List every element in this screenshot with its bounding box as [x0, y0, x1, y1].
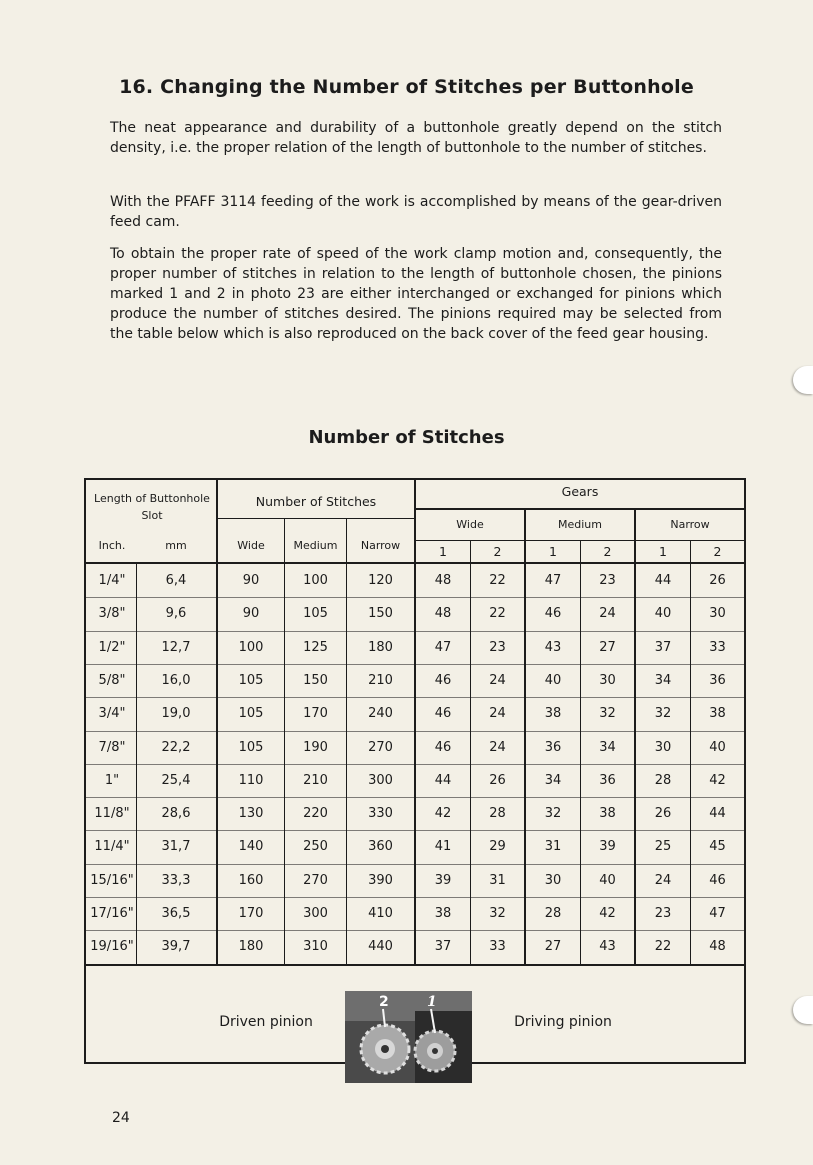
table-cell-gw2: 24 [489, 739, 506, 755]
table-cell-gw1: 44 [434, 772, 452, 788]
photo-mark-1: 1 [427, 994, 437, 1010]
table-cell-gw1: 48 [434, 606, 452, 622]
table-cell-w: 130 [238, 806, 264, 822]
table-cell-m: 150 [303, 672, 328, 688]
table-cell-gn2: 45 [709, 839, 726, 855]
table-cell-gw1: 46 [434, 706, 452, 722]
table-cell-gn1: 23 [654, 906, 672, 921]
table-cell-gw1: 39 [434, 872, 452, 888]
driven-pinion-label: Driven pinion [219, 1014, 313, 1030]
table-cell-gw1: 47 [434, 639, 452, 655]
table-cell-gm2: 23 [599, 573, 616, 588]
table-cell-inch: 3/8" [98, 606, 126, 622]
table-cell-gm2: 43 [599, 939, 616, 955]
table-cell-gm2: 30 [599, 672, 616, 688]
table-cell-gm1: 43 [544, 639, 562, 655]
table-cell-mm: 19,0 [161, 706, 191, 722]
table-cell-gw2: 26 [489, 772, 506, 788]
header-gears: Gears [561, 484, 599, 499]
table-cell-gm1: 28 [544, 906, 562, 921]
header-gear-narrow-2: 2 [713, 544, 722, 559]
table-cell-w: 105 [238, 739, 264, 755]
table-cell-gw1: 37 [434, 939, 452, 955]
table-cell-n: 150 [368, 606, 393, 622]
table-cell-inch: 3/4" [98, 706, 126, 722]
page-tab-marker [793, 996, 813, 1024]
table-cell-inch: 11/4" [94, 839, 130, 855]
header-gear-wide-2: 2 [493, 544, 502, 559]
table-cell-m: 170 [303, 706, 328, 722]
row-divider [86, 664, 744, 665]
table-cell-m: 125 [303, 639, 328, 655]
table-cell-inch: 1/2" [98, 639, 126, 655]
table-cell-gn2: 40 [709, 739, 726, 755]
table-cell-gm1: 36 [544, 739, 562, 755]
header-mm: mm [165, 539, 187, 552]
table-cell-mm: 6,4 [165, 573, 187, 588]
header-gear-narrow: Narrow [670, 518, 710, 531]
table-cell-mm: 28,6 [161, 806, 191, 822]
row-divider [86, 930, 744, 931]
page-tab-marker [793, 366, 813, 394]
table-cell-mm: 25,4 [161, 772, 191, 788]
table-cell-n: 390 [368, 872, 393, 888]
header-wide: Wide [237, 539, 265, 552]
pinion-photo [345, 991, 472, 1083]
table-cell-gm1: 40 [544, 672, 562, 688]
table-cell-gm1: 30 [544, 872, 562, 888]
table-cell-w: 170 [238, 906, 264, 921]
table-cell-inch: 7/8" [98, 739, 126, 755]
table-cell-gm2: 36 [599, 772, 616, 788]
table-cell-gn2: 46 [709, 872, 726, 888]
table-cell-gw2: 32 [489, 906, 506, 921]
table-cell-gm2: 24 [599, 606, 616, 622]
table-cell-gw2: 29 [489, 839, 506, 855]
table-cell-inch: 11/8" [94, 806, 130, 822]
table-cell-n: 410 [368, 906, 393, 921]
table-divider [218, 518, 414, 519]
intro-paragraph-2: With the PFAFF 3114 feeding of the work is accomplished by means of the gear-driven feed cam. [110, 194, 722, 230]
table-cell-n: 120 [368, 573, 393, 588]
table-cell-inch: 17/16" [90, 906, 134, 921]
table-divider [86, 562, 744, 564]
table-cell-w: 90 [242, 606, 260, 622]
table-cell-mm: 12,7 [161, 639, 191, 655]
table-cell-gn1: 34 [654, 672, 672, 688]
table-cell-gw2: 31 [489, 872, 506, 888]
table-cell-inch: 1/4" [98, 573, 126, 588]
table-cell-w: 140 [238, 839, 264, 855]
header-gear-medium-1: 1 [549, 544, 557, 559]
table-cell-gn2: 36 [709, 672, 726, 688]
table-cell-w: 90 [242, 573, 260, 588]
intro-paragraph-1: The neat appearance and durability of a buttonhole greatly depend on the stitch density, i.e. the proper relation of the length of buttonhole to the number of stitches. [110, 120, 722, 156]
table-cell-gm1: 46 [544, 606, 562, 622]
row-divider [86, 697, 744, 698]
table-cell-gm2: 34 [599, 739, 616, 755]
row-divider [86, 764, 744, 765]
header-medium: Medium [293, 539, 338, 552]
table-divider [416, 508, 744, 510]
table-cell-m: 270 [303, 872, 328, 888]
table-cell-n: 300 [368, 772, 393, 788]
table-cell-gw2: 28 [489, 806, 506, 822]
table-cell-n: 180 [368, 639, 393, 655]
table-cell-gm1: 47 [544, 573, 562, 588]
header-narrow: Narrow [360, 539, 401, 552]
header-gear-wide: Wide [456, 518, 484, 531]
table-cell-w: 180 [238, 939, 264, 955]
pinion-gears-illustration [345, 991, 472, 1083]
table-cell-gm2: 32 [599, 706, 616, 722]
table-cell-gn1: 40 [654, 606, 672, 622]
row-divider [86, 864, 744, 865]
table-cell-gn1: 25 [654, 839, 672, 855]
table-cell-n: 240 [368, 706, 393, 722]
table-cell-gm1: 27 [544, 939, 562, 955]
table-cell-gn2: 48 [709, 939, 726, 955]
table-cell-gm1: 34 [544, 772, 562, 788]
table-cell-m: 100 [303, 573, 328, 588]
table-cell-gw1: 46 [434, 739, 452, 755]
table-cell-gn1: 32 [654, 706, 672, 722]
table-cell-inch: 1" [104, 772, 120, 788]
table-cell-m: 105 [303, 606, 328, 622]
table-cell-gw2: 23 [489, 639, 506, 655]
table-cell-inch: 5/8" [98, 672, 126, 688]
intro-paragraph-3: To obtain the proper rate of speed of the work clamp motion and, consequently, the proper number of stitches in relation to the length of buttonhole chosen, the pinions marked 1 and 2 in photo 23 are either interchanged or exchanged for pinions which produce the number of stitches desired. The pinions required may be selected from the table below which is also reproduced on the back cover of the feed gear housing. [110, 246, 722, 342]
row-divider [86, 830, 744, 831]
table-cell-mm: 31,7 [161, 839, 191, 855]
table-cell-gm1: 38 [544, 706, 562, 722]
table-cell-m: 190 [303, 739, 328, 755]
table-cell-inch: 15/16" [90, 872, 134, 888]
header-length: Length of Buttonhole Slot [94, 492, 210, 522]
table-cell-m: 310 [303, 939, 328, 955]
table-cell-w: 105 [238, 672, 264, 688]
table-cell-n: 270 [368, 739, 393, 755]
table-cell-gn2: 44 [709, 806, 726, 822]
table-cell-gw2: 22 [489, 606, 506, 622]
table-cell-m: 210 [303, 772, 328, 788]
table-cell-gn1: 22 [654, 939, 672, 955]
header-gear-narrow-1: 1 [659, 544, 667, 559]
table-cell-mm: 22,2 [161, 739, 191, 755]
row-divider [86, 631, 744, 632]
table-cell-gn2: 26 [709, 573, 726, 588]
header-inch: Inch. [98, 539, 126, 552]
table-cell-m: 300 [303, 906, 328, 921]
stitch-table [84, 478, 746, 1064]
table-cell-inch: 19/16" [90, 939, 134, 955]
table-cell-w: 160 [238, 872, 264, 888]
header-gear-medium: Medium [558, 518, 602, 531]
table-cell-mm: 39,7 [161, 939, 191, 955]
table-cell-gm1: 31 [544, 839, 562, 855]
row-divider [86, 797, 744, 798]
table-cell-gn1: 24 [654, 872, 672, 888]
table-cell-n: 330 [368, 806, 393, 822]
table-cell-gn1: 26 [654, 806, 672, 822]
photo-mark-2: 2 [379, 994, 389, 1010]
table-cell-gw2: 22 [489, 573, 506, 588]
table-cell-gn2: 30 [709, 606, 726, 622]
table-cell-gn2: 33 [709, 639, 726, 655]
table-cell-gm2: 40 [599, 872, 616, 888]
table-cell-mm: 9,6 [165, 606, 187, 622]
table-cell-gw1: 48 [434, 573, 452, 588]
row-divider [86, 731, 744, 732]
table-cell-n: 440 [368, 939, 393, 955]
header-gear-wide-1: 1 [439, 544, 447, 559]
table-cell-w: 100 [238, 639, 264, 655]
row-divider [86, 597, 744, 598]
table-cell-gw1: 38 [434, 906, 452, 921]
table-cell-gm1: 32 [544, 806, 562, 822]
table-cell-gw2: 33 [489, 939, 506, 955]
table-cell-gn1: 44 [654, 573, 672, 588]
table-cell-n: 210 [368, 672, 393, 688]
driving-pinion-label: Driving pinion [514, 1014, 612, 1030]
table-cell-gn2: 47 [709, 906, 726, 921]
table-cell-gm2: 27 [599, 639, 616, 655]
table-cell-mm: 16,0 [161, 672, 191, 688]
table-cell-gw2: 24 [489, 706, 506, 722]
table-cell-n: 360 [368, 839, 393, 855]
table-divider [86, 964, 744, 966]
table-cell-w: 105 [238, 706, 264, 722]
table-cell-m: 220 [303, 806, 328, 822]
page-number: 24 [112, 1110, 130, 1126]
table-cell-gn2: 42 [709, 772, 726, 788]
table-cell-gn1: 28 [654, 772, 672, 788]
table-cell-gm2: 39 [599, 839, 616, 855]
table-cell-gw1: 42 [434, 806, 452, 822]
table-cell-gw2: 24 [489, 672, 506, 688]
header-number-of-stitches: Number of Stitches [255, 494, 377, 509]
table-cell-mm: 33,3 [161, 872, 191, 888]
table-cell-gm2: 42 [599, 906, 616, 921]
table-cell-m: 250 [303, 839, 328, 855]
table-cell-gm2: 38 [599, 806, 616, 822]
table-cell-mm: 36,5 [161, 906, 191, 921]
table-title: Number of Stitches [308, 427, 505, 448]
table-cell-gw1: 41 [434, 839, 452, 855]
table-cell-gn1: 37 [654, 639, 672, 655]
table-cell-gn2: 38 [709, 706, 726, 722]
table-cell-gn1: 30 [654, 739, 672, 755]
page-title: 16. Changing the Number of Stitches per Buttonhole [119, 76, 694, 98]
table-cell-w: 110 [238, 772, 264, 788]
header-gear-medium-2: 2 [603, 544, 612, 559]
table-cell-gw1: 46 [434, 672, 452, 688]
row-divider [86, 897, 744, 898]
